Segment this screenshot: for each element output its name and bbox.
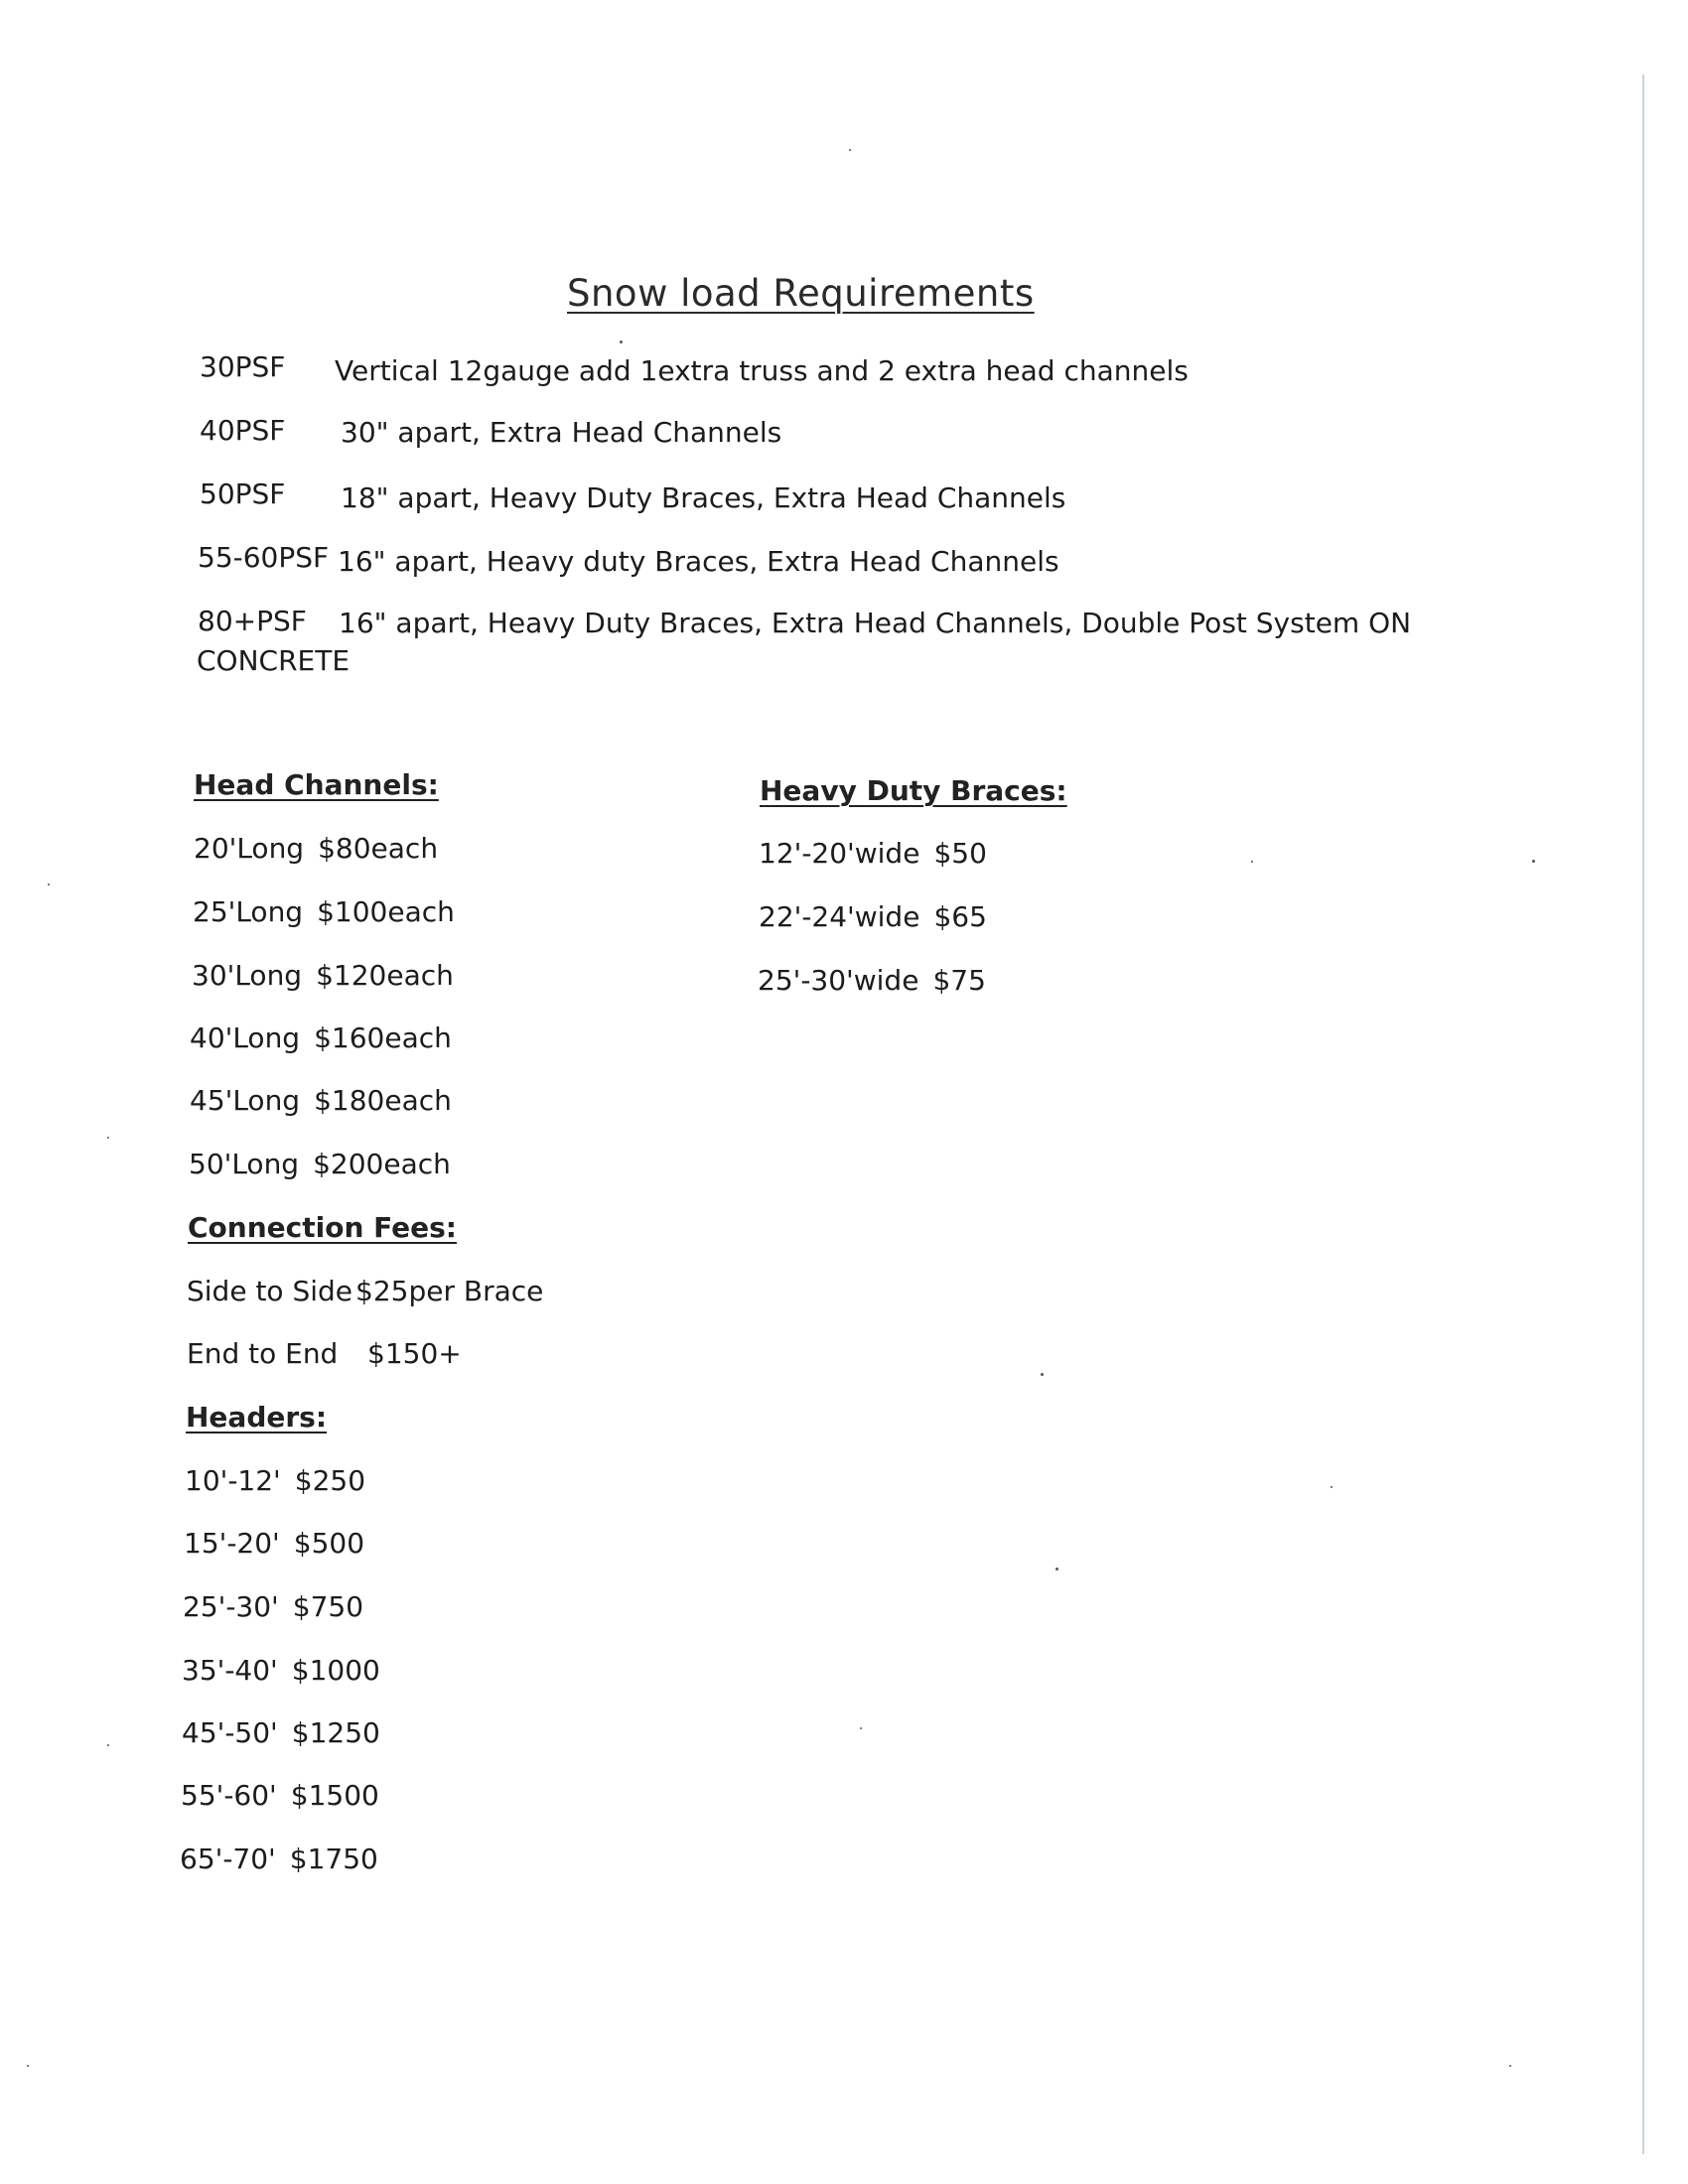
item-price: $1500 — [290, 1779, 379, 1812]
item-size: 40'Long — [190, 1022, 301, 1054]
scan-speck — [107, 1744, 109, 1746]
item-size: 25'-30' — [183, 1590, 279, 1623]
fee-type: End to End — [187, 1337, 339, 1370]
item-size: 50'Long — [189, 1148, 300, 1180]
brace-item — [759, 837, 987, 870]
scan-speck — [1509, 2065, 1511, 2067]
heavy-duty-braces-heading: Heavy Duty Braces: — [760, 774, 1067, 807]
fee-price: $150+ — [367, 1337, 462, 1370]
page-title: Snow load Requirements — [567, 272, 1035, 315]
item-size: 20'Long — [194, 832, 305, 865]
item-price: $120each — [316, 959, 454, 992]
scan-speck — [27, 2065, 29, 2067]
item-size: 25'-30'wide — [758, 964, 919, 997]
item-size: 25'Long — [193, 895, 304, 928]
requirement-code: 50PSF — [200, 478, 286, 510]
fee-type: Side to Side — [187, 1275, 353, 1307]
item-price: $750 — [292, 1590, 364, 1623]
scan-speck — [1532, 860, 1535, 863]
header-item — [185, 1464, 365, 1497]
requirement-description: 18" apart, Heavy Duty Braces, Extra Head Channels — [341, 481, 1066, 514]
requirement-description: 16" apart, Heavy duty Braces, Extra Head Channels — [338, 545, 1059, 578]
item-price: $100each — [317, 895, 455, 928]
scan-speck — [1055, 1568, 1058, 1570]
header-item — [182, 1716, 380, 1749]
scan-speck — [620, 341, 623, 343]
requirement-description: 16" apart, Heavy Duty Braces, Extra Head Channels, Double Post System ON — [339, 607, 1412, 639]
header-item — [184, 1527, 364, 1560]
item-size: 15'-20' — [184, 1527, 280, 1560]
scan-speck — [1041, 1373, 1044, 1376]
scan-speck — [849, 149, 851, 151]
requirement-code: 80+PSF — [198, 605, 307, 637]
item-size: 35'-40' — [182, 1654, 278, 1687]
item-size: 10'-12' — [185, 1464, 281, 1497]
head-channel-item — [192, 959, 454, 992]
head-channel-item — [190, 1022, 452, 1054]
header-item — [182, 1654, 380, 1687]
item-price: $250 — [294, 1464, 366, 1497]
item-price: $1000 — [291, 1654, 380, 1687]
brace-item — [759, 900, 987, 933]
item-price: $65 — [933, 900, 987, 933]
fee-price: $25per Brace — [355, 1275, 544, 1307]
scan-speck — [1331, 1486, 1333, 1488]
item-price: $75 — [932, 964, 986, 997]
brace-item — [758, 964, 986, 997]
item-price: $1750 — [289, 1843, 378, 1875]
item-price: $1250 — [291, 1716, 380, 1749]
scan-speck — [1251, 861, 1253, 863]
requirement-continuation-text: CONCRETE — [197, 644, 351, 677]
head-channels-heading: Head Channels: — [194, 768, 439, 801]
scan-speck — [107, 1137, 109, 1139]
requirement-description: 30" apart, Extra Head Channels — [341, 416, 782, 449]
head-channel-item — [193, 895, 455, 928]
item-price: $80each — [318, 832, 439, 865]
item-price: $200each — [313, 1148, 451, 1180]
head-channel-item — [194, 832, 438, 865]
headers-heading: Headers: — [186, 1401, 328, 1433]
header-item — [181, 1779, 379, 1812]
item-price: $160each — [314, 1022, 452, 1054]
connection-fee-item — [187, 1337, 462, 1370]
connection-fee-item — [187, 1275, 543, 1307]
scan-speck — [48, 884, 50, 886]
item-size: 55'-60' — [181, 1779, 277, 1812]
requirement-code: 55-60PSF — [198, 541, 330, 574]
item-price: $50 — [933, 837, 987, 870]
item-size: 22'-24'wide — [759, 900, 920, 933]
requirement-code: 40PSF — [200, 414, 286, 447]
requirement-description: Vertical 12gauge add 1extra truss and 2 extra head channels — [335, 354, 1189, 387]
scan-speck — [860, 1727, 862, 1729]
item-size: 12'-20'wide — [759, 837, 920, 870]
head-channel-item — [189, 1148, 451, 1180]
item-size: 45'Long — [190, 1084, 301, 1117]
item-price: $500 — [293, 1527, 365, 1560]
head-channel-item — [190, 1084, 452, 1117]
item-price: $180each — [314, 1084, 452, 1117]
header-item — [180, 1843, 378, 1875]
scan-edge-line — [1642, 74, 1644, 2154]
connection-fees-heading: Connection Fees: — [188, 1211, 457, 1244]
item-size: 30'Long — [192, 959, 303, 992]
requirement-code: 30PSF — [200, 350, 286, 383]
item-size: 65'-70' — [180, 1843, 276, 1875]
header-item — [183, 1590, 363, 1623]
item-size: 45'-50' — [182, 1716, 278, 1749]
